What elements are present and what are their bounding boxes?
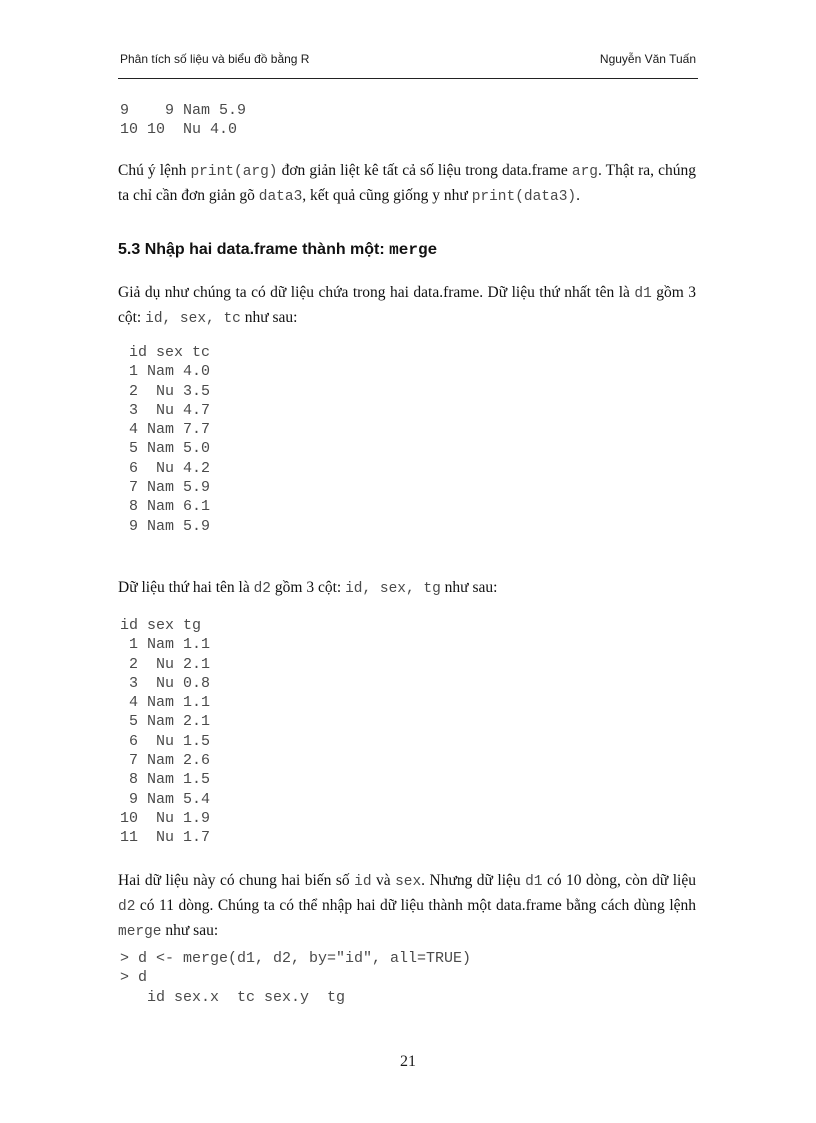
table-row: 5 Nam 2.1 (120, 713, 211, 731)
section-code: merge (389, 241, 438, 259)
paragraph-d1-intro (118, 281, 696, 331)
table-row: 8 Nam 6.1 (120, 498, 211, 516)
table-row: 6 Nu 4.2 (120, 459, 211, 477)
table-row: 9 Nam 5.9 (120, 517, 211, 535)
table-row: 3 Nu 0.8 (120, 674, 211, 692)
inline-code: print(data3) (471, 189, 577, 205)
inline-code: merge (118, 924, 162, 940)
table-row: 2 Nu 3.5 (120, 382, 211, 400)
section-title: 5.3 Nhập hai data.frame thành một: (118, 241, 390, 258)
code-line: > d (120, 969, 148, 987)
inline-code: id (354, 874, 372, 890)
table-row: 5 Nam 5.0 (120, 440, 211, 458)
inline-code: d1 (525, 874, 543, 890)
inline-code: arg (571, 164, 598, 180)
text-span: như sau: (161, 922, 219, 939)
table-row: 2 Nu 2.1 (120, 655, 211, 673)
table-row: 7 Nam 2.6 (120, 752, 211, 770)
text-span: có 10 dòng, còn dữ liệu (542, 872, 696, 889)
table-row: 3 Nu 4.7 (120, 401, 211, 419)
inline-code: d1 (634, 286, 652, 302)
text-span: Dữ liệu thứ hai tên là (118, 579, 254, 596)
header-title: Phân tích số liệu và biểu đồ bằng R (120, 52, 310, 66)
inline-code: d2 (118, 899, 136, 915)
text-span: Chú ý lệnh (118, 162, 191, 179)
text-span: . (576, 187, 580, 204)
code-line: 10 10 Nu 4.0 (120, 121, 238, 139)
code-line: 9 9 Nam 5.9 (120, 102, 247, 119)
paragraph-merge-intro (118, 869, 696, 944)
inline-code: data3 (258, 189, 303, 205)
inline-code: sex (395, 874, 422, 890)
paragraph-d2-intro (118, 576, 696, 601)
text-span: như sau: (440, 579, 498, 596)
table-row: 8 Nam 1.5 (120, 771, 211, 789)
text-span: Hai dữ liệu này có chung hai biến số (118, 872, 355, 889)
table-row: 7 Nam 5.9 (120, 479, 211, 497)
table-d1 (120, 343, 210, 536)
text-span: như sau: (240, 309, 298, 326)
table-row: 6 Nu 1.5 (120, 732, 211, 750)
table-row: 4 Nam 1.1 (120, 694, 211, 712)
code-block-top (120, 101, 246, 140)
table-d2 (120, 616, 210, 848)
code-line: id sex.x tc sex.y tg (120, 988, 346, 1006)
text-span: đơn giản liệt kê tất cả số liệu trong data.frame (277, 162, 572, 179)
code-line: > d <- merge(d1, d2, by="id", all=TRUE) (120, 950, 472, 967)
table-row: 10 Nu 1.9 (120, 809, 211, 827)
text-span: . Thật ra, chúng ta chỉ cần đơn giản gõ (118, 162, 696, 204)
table-row: 11 Nu 1.7 (120, 829, 211, 847)
section-heading (118, 241, 437, 259)
text-span: , kết quả cũng giống y như (302, 187, 472, 204)
text-span: gồm 3 cột: (118, 284, 696, 326)
header-divider (118, 78, 698, 79)
text-span: và (371, 872, 396, 889)
code-block-merge (120, 949, 471, 1007)
table-row: 4 Nam 7.7 (120, 421, 211, 439)
table-row: 1 Nam 4.0 (120, 363, 211, 381)
table-row: 1 Nam 1.1 (120, 636, 211, 654)
inline-code: print(arg) (190, 164, 278, 180)
paragraph-print-note (118, 159, 696, 209)
table-row: id sex tc (120, 344, 211, 361)
page-number: 21 (400, 1053, 416, 1070)
text-span: Giả dụ như chúng ta có dữ liệu chứa trong hai data.frame. Dữ liệu thứ nhất tên là (118, 284, 635, 301)
text-span: . Nhưng dữ liệu (421, 872, 526, 889)
text-span: gồm 3 cột: (271, 579, 346, 596)
table-row: 9 Nam 5.4 (120, 790, 211, 808)
inline-code: d2 (253, 581, 272, 597)
table-row: id sex tg (120, 617, 202, 634)
header-author: Nguyễn Văn Tuấn (599, 52, 696, 66)
inline-code: id, sex, tc (145, 311, 241, 327)
inline-code: id, sex, tg (345, 581, 441, 597)
text-span: có 11 dòng. Chúng ta có thể nhập hai dữ liệu thành một data.frame bằng cách dùng lệnh (135, 897, 696, 914)
